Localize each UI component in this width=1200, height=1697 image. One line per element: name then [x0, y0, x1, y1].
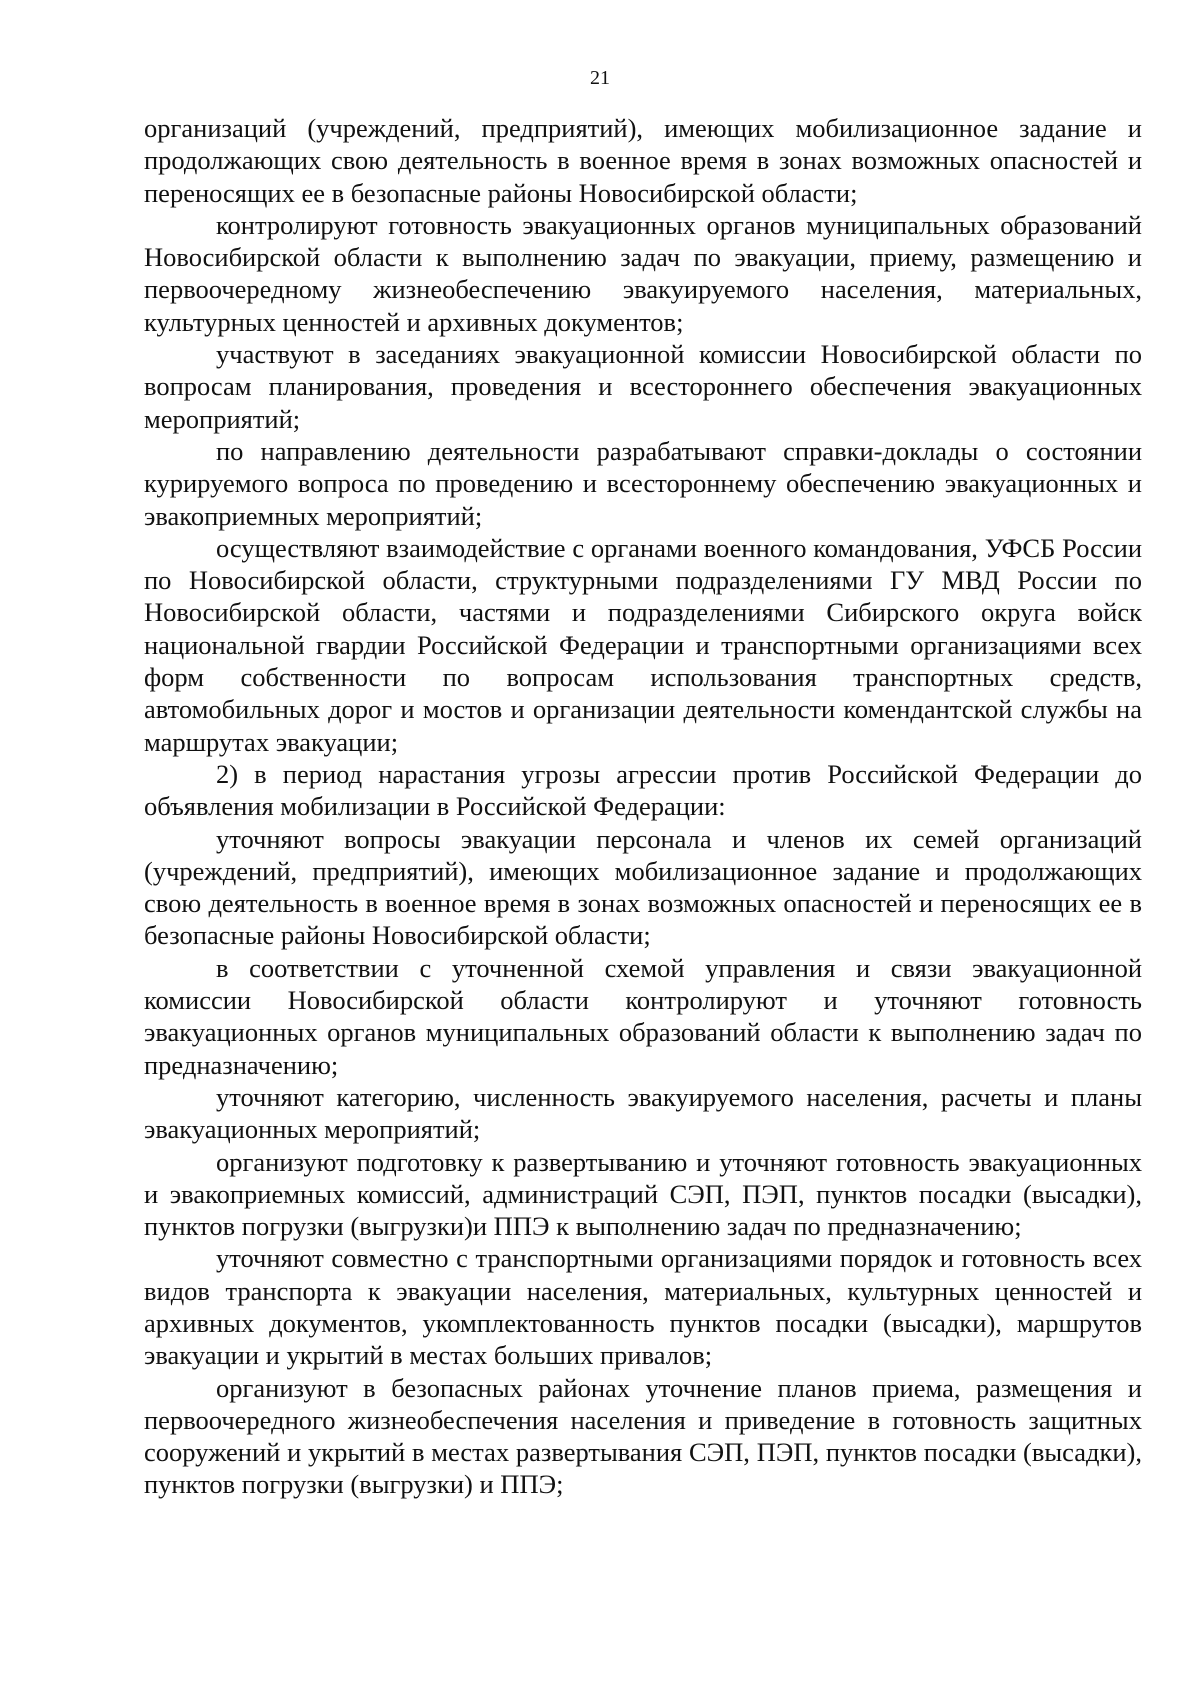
- paragraph: организуют подготовку к развертыванию и уточняют готовность эвакуационных и эвакоприемных комиссий, администраций СЭП, ПЭП, пунктов посадки (высадки), пунктов погрузки (выгрузки)и ППЭ к выполнению задач по предназначению;: [144, 1146, 1142, 1242]
- page-number: 21: [590, 67, 610, 89]
- paragraph: участвуют в заседаниях эвакуационной комиссии Новосибирской области по вопросам планирования, проведения и всестороннего обеспечения эвакуационных мероприятий;: [144, 339, 1142, 434]
- paragraph: организуют в безопасных районах уточнение планов приема, размещения и первоочередного жизнеобеспечения населения и приведение в готовность защитных сооружений и укрытий в местах развертывания СЭП, ПЭП, пунктов посадки (высадки), пунктов погрузки (выгрузки) и ППЭ;: [144, 1372, 1142, 1500]
- paragraph: уточняют вопросы эвакуации персонала и членов их семей организаций (учреждений, предприятий), имеющих мобилизационное задание и продолжающих свою деятельность в военное время в зонах возможных опасностей и переносящих ее в безопасные районы Новосибирской области;: [144, 823, 1142, 951]
- paragraph: в соответствии с уточненной схемой управления и связи эвакуационной комиссии Новосибирской области контролируют и уточняют готовность эвакуационных органов муниципальных образований области к выполнению задач по предназначению;: [144, 952, 1142, 1080]
- document-body: [144, 112, 1142, 1501]
- paragraph: уточняют категорию, численность эвакуируемого населения, расчеты и планы эвакуационных мероприятий;: [144, 1081, 1142, 1145]
- paragraph: осуществляют взаимодействие с органами военного командования, УФСБ России по Новосибирской области, структурными подразделениями ГУ МВД России по Новосибирской области, частями и подразделениями Сибирского округа войск национальной гвардии Российской Федерации и транспортными организациями всех форм собственности по вопросам использования транспортных средств, автомобильных дорог и мостов и организации деятельности комендантской службы на маршрутах эвакуации;: [144, 532, 1142, 757]
- paragraph: по направлению деятельности разрабатывают справки-доклады о состоянии курируемого вопроса по проведению и всестороннему обеспечению эвакуационных и эвакоприемных мероприятий;: [144, 435, 1142, 531]
- paragraph: организаций (учреждений, предприятий), имеющих мобилизационное задание и продолжающих свою деятельность в военное время в зонах возможных опасностей и переносящих ее в безопасные районы Новосибирской области;: [144, 113, 1142, 208]
- paragraph: уточняют совместно с транспортными организациями порядок и готовность всех видов транспорта к эвакуации населения, материальных, культурных ценностей и архивных документов, укомплектованность пунктов посадки (высадки), маршрутов эвакуации и укрытий в местах больших привалов;: [144, 1243, 1142, 1371]
- paragraph: контролируют готовность эвакуационных органов муниципальных образований Новосибирской области к выполнению задач по эвакуации, приему, размещению и первоочередному жизнеобеспечению эвакуируемого населения, материальных, культурных ценностей и архивных документов;: [144, 209, 1142, 337]
- paragraph: 2) в период нарастания угрозы агрессии против Российской Федерации до объявления мобилизации в Российской Федерации:: [144, 758, 1142, 822]
